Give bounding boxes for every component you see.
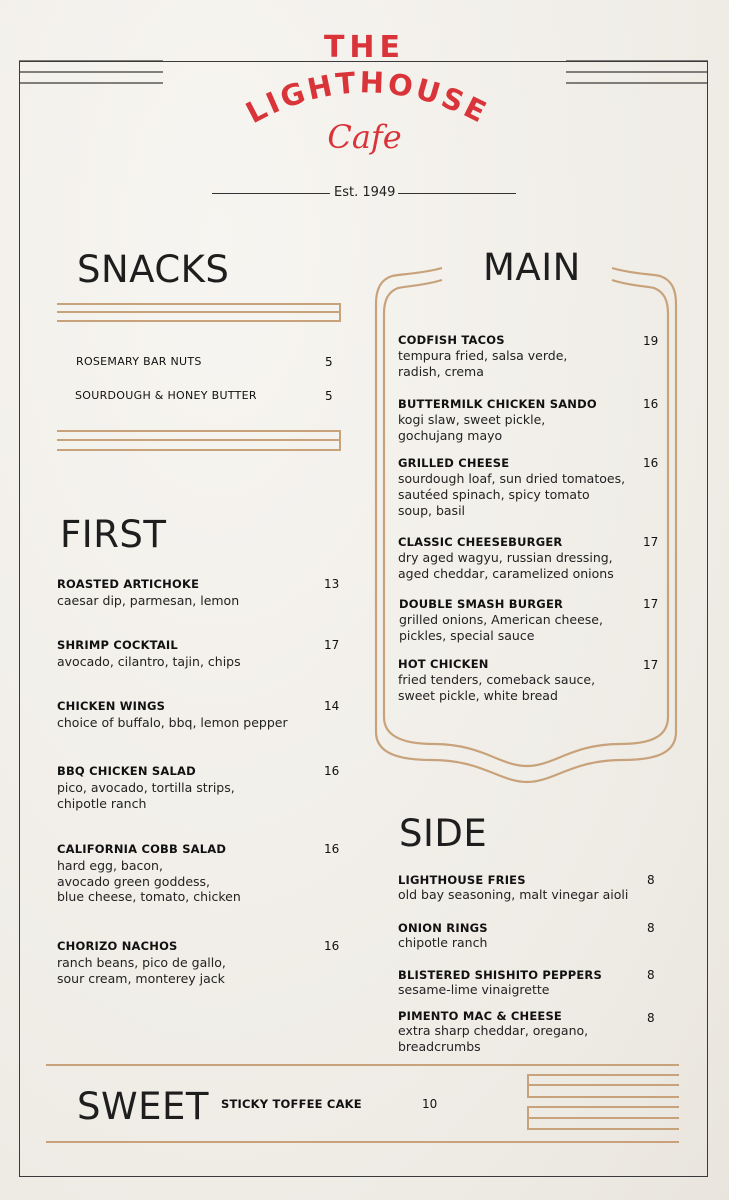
main-item-price: 16 bbox=[643, 456, 659, 470]
first-item-name: ROASTED ARTICHOKE bbox=[57, 577, 200, 591]
main-item-name: CODFISH TACOS bbox=[398, 333, 505, 347]
first-item-desc: avocado, cilantro, tajin, chips bbox=[57, 654, 241, 669]
main-item-desc: sourdough loaf, sun dried tomatoes, sautéed spinach, spicy tomato soup, basil bbox=[398, 471, 626, 518]
first-item-price: 16 bbox=[324, 939, 340, 953]
sweet-title: SWEET bbox=[77, 1085, 209, 1128]
sweet-rule-bottom bbox=[46, 1141, 679, 1143]
sweet-band-top-mid bbox=[527, 1084, 679, 1086]
first-item-desc: ranch beans, pico de gallo, sour cream, monterey jack bbox=[57, 955, 226, 986]
side-item-name: ONION RINGS bbox=[398, 921, 488, 935]
main-item-price: 17 bbox=[643, 535, 659, 549]
first-item-name: CALIFORNIA COBB SALAD bbox=[57, 842, 227, 856]
side-item-price: 8 bbox=[647, 873, 655, 887]
main-item-name: DOUBLE SMASH BURGER bbox=[399, 597, 564, 611]
snack-price: 5 bbox=[325, 389, 333, 403]
main-item-desc: grilled onions, American cheese, pickles, special sauce bbox=[399, 612, 603, 643]
snacks-title: SNACKS bbox=[77, 248, 230, 291]
first-item-name: SHRIMP COCKTAIL bbox=[57, 638, 178, 652]
sweet-item-name: STICKY TOFFEE CAKE bbox=[221, 1097, 362, 1111]
main-item-price: 16 bbox=[643, 397, 659, 411]
main-item-desc: fried tenders, comeback sauce, sweet pickle, white bread bbox=[398, 672, 596, 703]
first-item-desc: hard egg, bacon, avocado green goddess, blue cheese, tomato, chicken bbox=[57, 858, 241, 904]
first-item-name: CHORIZO NACHOS bbox=[57, 939, 178, 953]
snacks-band-bottom-mid bbox=[57, 439, 341, 441]
side-title: SIDE bbox=[399, 812, 488, 855]
side-item-name: LIGHTHOUSE FRIES bbox=[398, 873, 526, 887]
logo-arc-text: LIGHTHOUSE bbox=[240, 65, 495, 131]
snack-name: ROSEMARY BAR NUTS bbox=[76, 355, 202, 368]
sweet-band-top bbox=[527, 1074, 679, 1098]
est-rule-left bbox=[212, 193, 330, 194]
snack-price: 5 bbox=[325, 355, 333, 369]
logo-the: THE bbox=[323, 30, 406, 65]
first-item-price: 14 bbox=[324, 699, 340, 713]
first-item-name: BBQ CHICKEN SALAD bbox=[57, 764, 196, 778]
main-item-price: 17 bbox=[643, 597, 659, 611]
snacks-band-top-mid bbox=[57, 311, 341, 313]
first-item-name: CHICKEN WINGS bbox=[57, 699, 166, 713]
side-item-desc: chipotle ranch bbox=[398, 935, 488, 950]
sweet-band-bottom-mid bbox=[527, 1117, 679, 1119]
main-item-desc: dry aged wagyu, russian dressing, aged cheddar, caramelized onions bbox=[398, 550, 614, 581]
first-item-desc: pico, avocado, tortilla strips, chipotle ranch bbox=[57, 780, 235, 811]
side-item-price: 8 bbox=[647, 968, 655, 982]
est-rule-right bbox=[398, 193, 516, 194]
first-item-desc: choice of buffalo, bbq, lemon pepper bbox=[57, 715, 288, 730]
side-item-desc: extra sharp cheddar, oregano, breadcrumbs bbox=[398, 1023, 589, 1054]
established-year: Est. 1949 bbox=[334, 185, 396, 200]
snack-name: SOURDOUGH & HONEY BUTTER bbox=[75, 389, 257, 402]
logo-cafe-script: Cafe bbox=[327, 118, 402, 156]
side-item-desc: old bay seasoning, malt vinegar aioli bbox=[398, 887, 629, 902]
first-item-desc: caesar dip, parmesan, lemon bbox=[57, 593, 240, 608]
sweet-rule-top bbox=[46, 1064, 679, 1066]
side-item-price: 8 bbox=[647, 921, 655, 935]
side-item-price: 8 bbox=[647, 1011, 655, 1025]
main-item-name: HOT CHICKEN bbox=[398, 657, 489, 671]
main-item-name: BUTTERMILK CHICKEN SANDO bbox=[398, 397, 597, 411]
main-item-name: GRILLED CHEESE bbox=[398, 456, 510, 470]
main-title: MAIN bbox=[483, 246, 581, 289]
side-item-name: BLISTERED SHISHITO PEPPERS bbox=[398, 968, 602, 982]
main-item-price: 19 bbox=[643, 334, 659, 348]
main-item-desc: tempura fried, salsa verde, radish, crema bbox=[398, 348, 568, 379]
side-item-desc: sesame-lime vinaigrette bbox=[398, 982, 550, 997]
sweet-item-price: 10 bbox=[422, 1097, 438, 1111]
first-item-price: 17 bbox=[324, 638, 340, 652]
first-item-price: 16 bbox=[324, 764, 340, 778]
side-item-name: PIMENTO MAC & CHEESE bbox=[398, 1009, 562, 1023]
main-item-name: CLASSIC CHEESEBURGER bbox=[398, 535, 563, 549]
first-item-price: 13 bbox=[324, 577, 340, 591]
main-item-price: 17 bbox=[643, 658, 659, 672]
first-item-price: 16 bbox=[324, 842, 340, 856]
main-item-desc: kogi slaw, sweet pickle, gochujang mayo bbox=[398, 412, 546, 443]
first-title: FIRST bbox=[60, 513, 167, 556]
